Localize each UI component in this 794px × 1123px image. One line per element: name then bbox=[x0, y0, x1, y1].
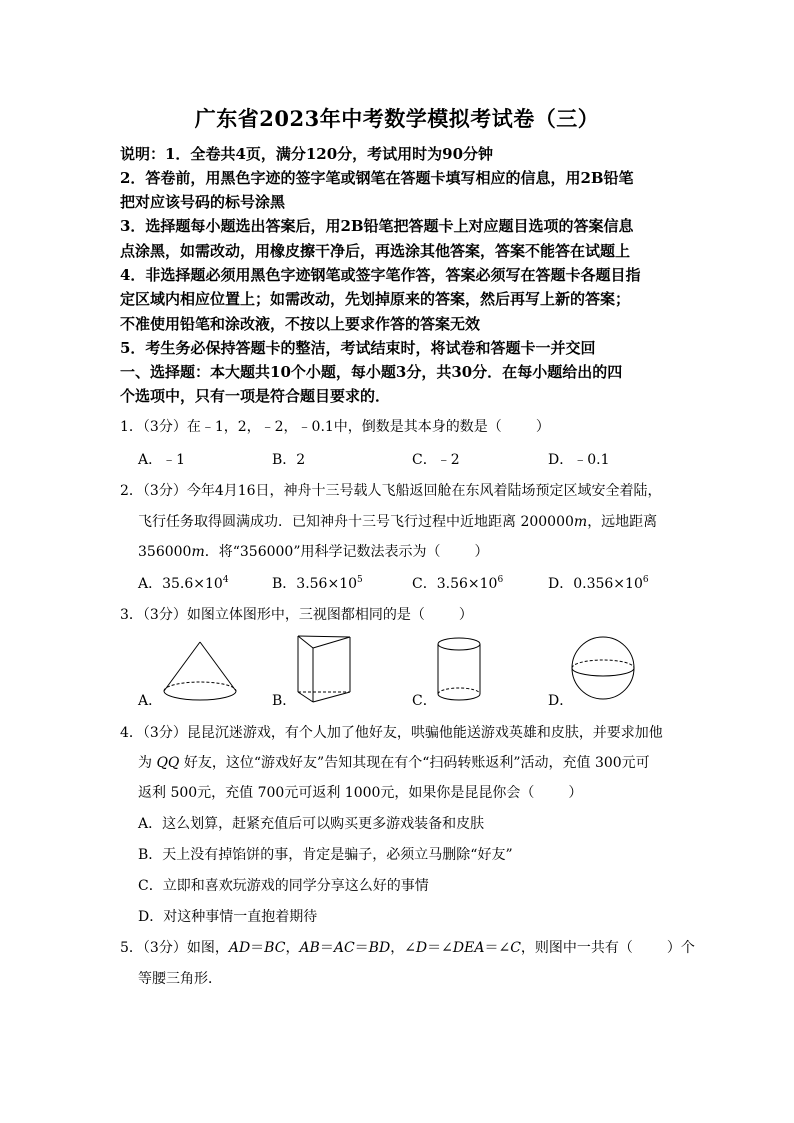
q2-option-b: B．$3.56\times 10^5$ bbox=[272, 575, 363, 592]
q4-option-a: A．这么划算，赶紧充值后可以购买更多游戏装备和皮肤 bbox=[138, 816, 485, 832]
instruction-line: 4．非选择题必须用黑色字迹钢笔或签字笔作答，答案必须写在答题卡各题目指 bbox=[120, 266, 641, 284]
section-heading: 个选项中，只有一项是符合题目要求的． bbox=[120, 387, 391, 405]
question-1: 1．（3分）在﹣1，2，﹣2，﹣0.1中，倒数是其本身的数是（ ） bbox=[120, 419, 550, 435]
question-2-line: 2．（3分）今年4月16日，神舟十三号载人飞船返回舱在东风着陆场预定区域安全着陆， bbox=[120, 483, 662, 499]
sphere-icon bbox=[570, 634, 640, 704]
instruction-line: 把对应该号码的标号涂黑 bbox=[120, 193, 286, 211]
cone-icon bbox=[160, 640, 240, 704]
q3-option-d: D． bbox=[548, 693, 574, 709]
instruction-line: 2．答卷前，用黑色字迹的签字笔或钢笔在答题卡填写相应的信息，用2B铅笔 bbox=[120, 169, 634, 187]
q3-option-b: B． bbox=[272, 693, 297, 709]
q4-option-b: B．天上没有掉馅饼的事，肯定是骗子，必须立马删除“好友” bbox=[138, 847, 513, 863]
q4-option-c: C．立即和喜欢玩游戏的同学分享这么好的事情 bbox=[138, 878, 429, 894]
question-4-line: 为 QQ 好友，这位“游戏好友”告知其现在有个“扫码转账返利”活动，充值 300元可 bbox=[138, 755, 650, 771]
instruction-line: 定区域内相应位置上；如需改动，先划掉原来的答案，然后再写上新的答案； bbox=[120, 290, 631, 308]
instruction-line: 说明：1．全卷共4页，满分120分，考试用时为90分钟 bbox=[120, 145, 494, 163]
q1-option-a: A．﹣1 bbox=[138, 452, 186, 468]
instruction-line: 点涂黑，如需改动，用橡皮擦干净后，再选涂其他答案，答案不能答在试题上 bbox=[120, 242, 631, 260]
instruction-line: 3．选择题每小题选出答案后，用2B铅笔把答题卡上对应题目选项的答案信息 bbox=[120, 217, 634, 235]
q4-option-d: D．对这种事情一直抱着期待 bbox=[138, 909, 318, 925]
section-heading: 一、选择题：本大题共10个小题，每小题3分，共30分．在每小题给出的四 bbox=[120, 363, 623, 381]
q2-option-c: C．$3.56\times 10^6$ bbox=[412, 575, 504, 592]
q1-option-d: D．﹣0.1 bbox=[548, 452, 610, 468]
question-2-line: 356000m．将“356000”用科学记数法表示为（ ） bbox=[138, 544, 489, 560]
q1-option-b: B．2 bbox=[272, 452, 306, 468]
question-1-text: 1．（3分）在﹣1，2，﹣2，﹣0.1中，倒数是其本身的数是（ bbox=[120, 419, 502, 435]
q3-option-a: A． bbox=[138, 693, 163, 709]
q3-option-c: C． bbox=[412, 693, 437, 709]
cylinder-icon bbox=[435, 636, 485, 702]
question-5-line: 5．（3分）如图，AD＝BC，AB＝AC＝BD，∠D＝∠DEA＝∠C，则图中一共有（ ）个 bbox=[120, 940, 695, 956]
q1-option-c: C．﹣2 bbox=[412, 452, 460, 468]
instruction-line: 不准使用铅笔和涂改液，不按以上要求作答的答案无效 bbox=[120, 315, 481, 333]
triangular-prism-icon bbox=[295, 634, 355, 704]
question-3: 3．（3分）如图立体图形中，三视图都相同的是（ ） bbox=[120, 607, 473, 623]
page-title: 广东省2023年中考数学模拟考试卷（三） bbox=[194, 106, 600, 131]
q2-option-a: A．$35.6\times 10^4$ bbox=[138, 575, 229, 592]
question-4-line: 4．（3分）昆昆沉迷游戏，有个人加了他好友，哄骗他能送游戏英雄和皮肤，并要求加他 bbox=[120, 725, 663, 741]
question-4-line: 返利 500元，充值 700元可返利 1000元，如果你是昆昆你会（ ） bbox=[138, 785, 583, 801]
q2-option-d: D．$0.356\times 10^6$ bbox=[548, 575, 649, 592]
question-5-line: 等腰三角形． bbox=[138, 971, 222, 987]
question-2-line: 飞行任务取得圆满成功．已知神舟十三号飞行过程中近地距离 200000m，远地距离 bbox=[138, 514, 658, 530]
instruction-line: 5．考生务必保持答题卡的整洁，考试结束时，将试卷和答题卡一并交回 bbox=[120, 339, 596, 357]
